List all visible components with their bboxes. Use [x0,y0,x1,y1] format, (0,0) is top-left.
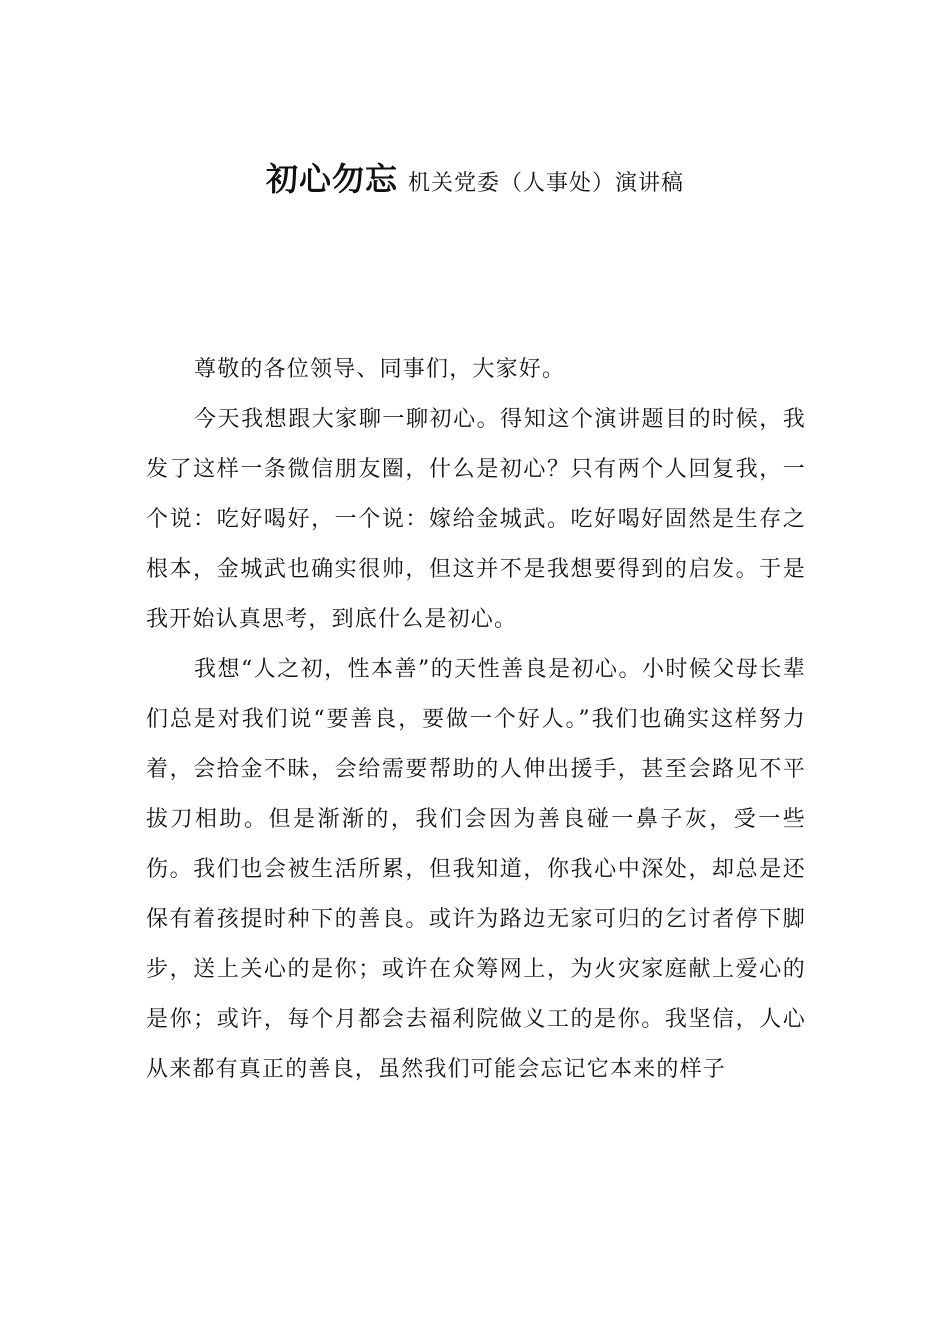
paragraph-intro: 今天我想跟大家聊一聊初心。得知这个演讲题目的时候，我发了这样一条微信朋友圈，什么是初心？只有两个人回复我，一个说：吃好喝好，一个说：嫁给金城武。吃好喝好固然是生存之根本，金城武也确实很帅，但这并不是我想要得到的启发。于是我开始认真思考，到底什么是初心。 [146,407,806,632]
paragraph-greeting: 尊敬的各位领导、同事们，大家好。 [194,357,566,382]
title-main: 初心勿忘 [265,160,398,198]
title-subtitle: 机关党委（人事处）演讲稿 [408,171,685,196]
speech-body [146,345,806,1095]
paragraph-kindness: 我想“人之初，性本善”的天性善良是初心。小时候父母长辈们总是对我们说“要善良，要做一个好人。”我们也确实这样努力着，会拾金不昧，会给需要帮助的人伸出援手，甚至会路见不平拔刀相助。但是渐渐的，我们会因为善良碰一鼻子灰，受一些伤。我们也会被生活所累，但我知道，你我心中深处，却总是还保有着孩提时种下的善良。或许为路边无家可归的乞讨者停下脚步，送上关心的是你；或许在众筹网上，为火灾家庭献上爱心的是你；或许，每个月都会去福利院做义工的是你。我坚信，人心从来都有真正的善良，虽然我们可能会忘记它本来的样子 [146,657,806,1082]
title-row [0,154,950,210]
